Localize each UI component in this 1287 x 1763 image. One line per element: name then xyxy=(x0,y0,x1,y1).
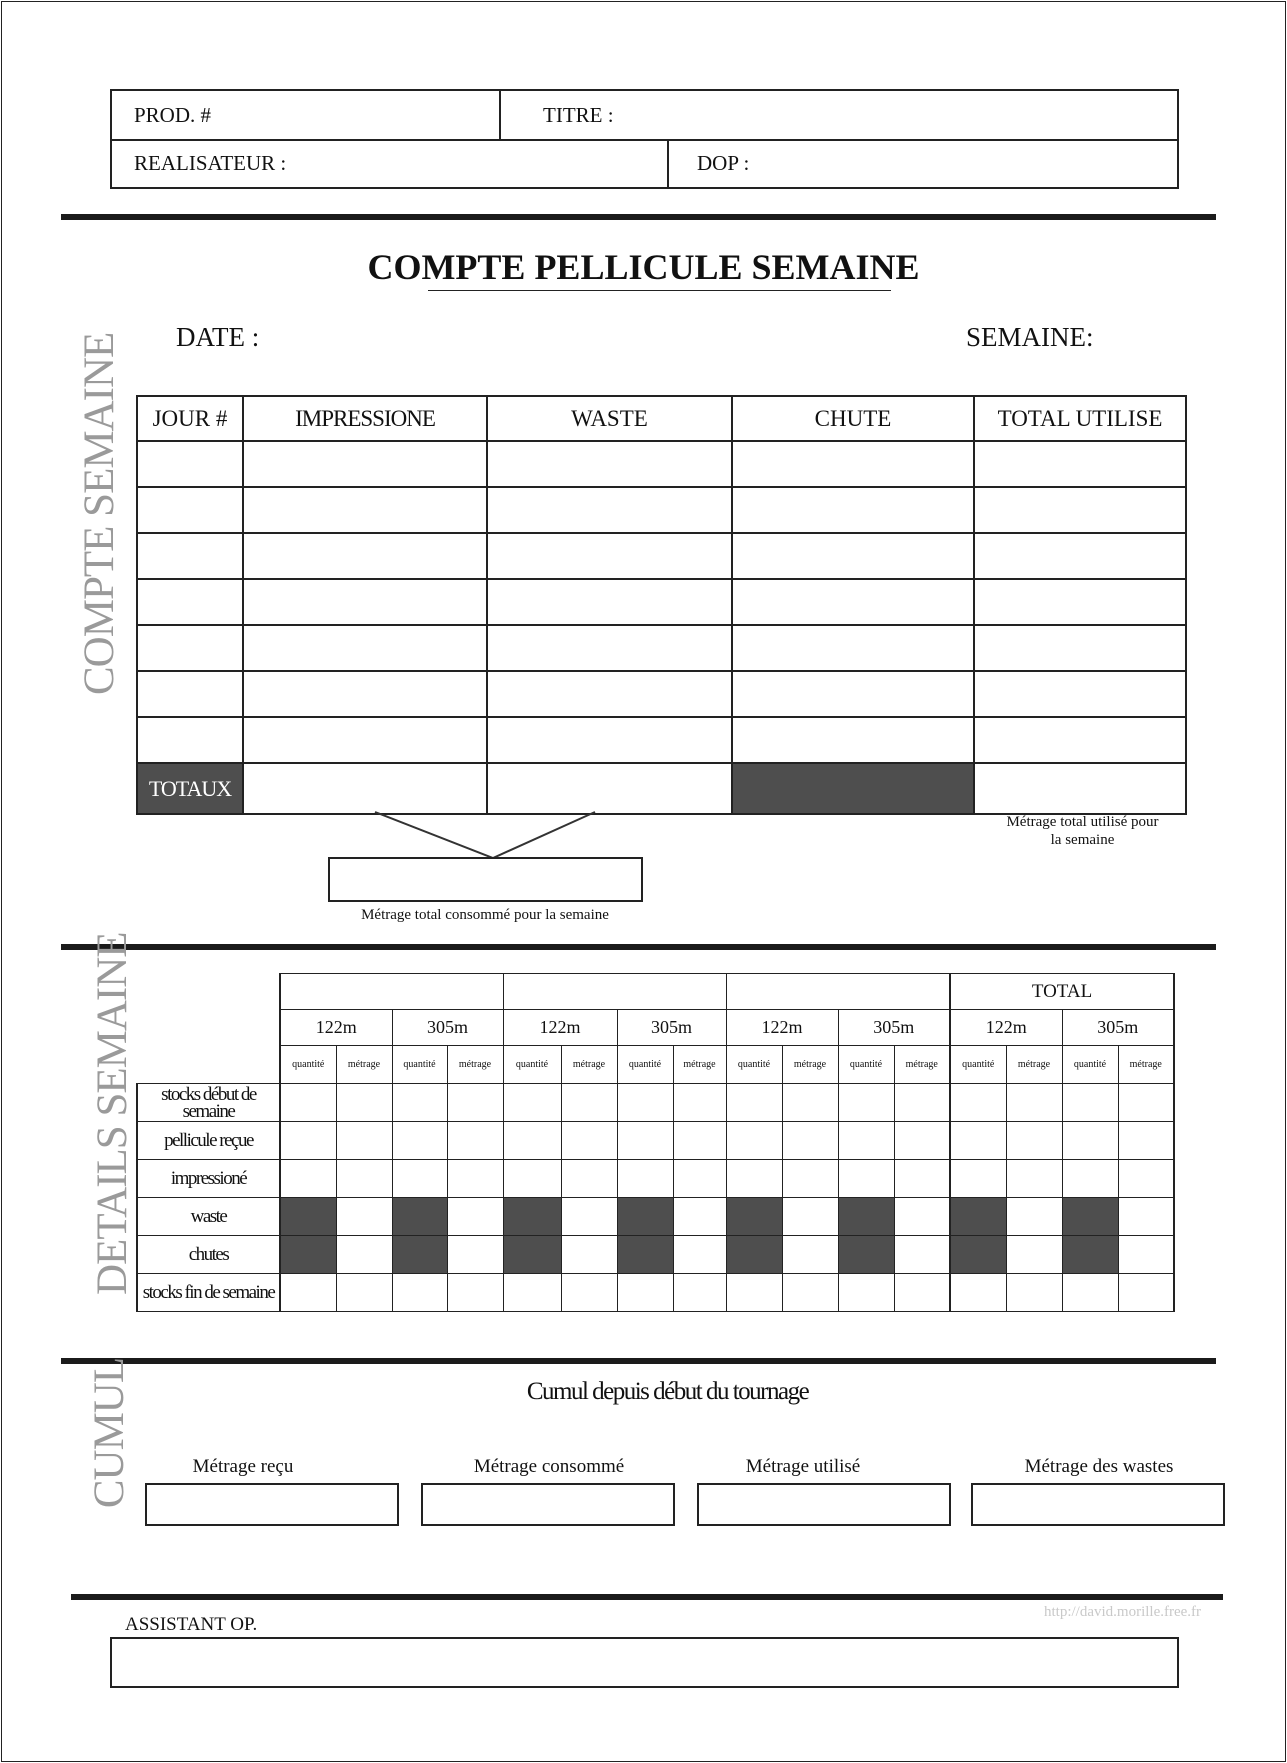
cell[interactable] xyxy=(447,1274,503,1312)
cell[interactable] xyxy=(894,1084,950,1122)
cell[interactable] xyxy=(487,441,732,487)
cell[interactable] xyxy=(617,1084,673,1122)
group-header-cell[interactable] xyxy=(726,974,950,1010)
sub-header: métrage xyxy=(447,1046,503,1084)
blank-cell xyxy=(137,974,280,1010)
cell[interactable] xyxy=(243,671,487,717)
sub-header-row xyxy=(137,1046,1174,1084)
cumul-label-consomme: Métrage consommé xyxy=(473,1456,625,1477)
sub-header: métrage xyxy=(894,1046,950,1084)
cell[interactable] xyxy=(1118,1198,1174,1236)
shaded-cell xyxy=(950,1236,1006,1274)
dop-field[interactable] xyxy=(669,139,1207,187)
cell[interactable] xyxy=(280,1084,336,1122)
cell[interactable] xyxy=(1006,1198,1062,1236)
sub-header: quantité xyxy=(503,1046,561,1084)
metrage-consomme-box[interactable] xyxy=(328,857,643,902)
prod-field[interactable] xyxy=(112,91,522,139)
total-utilise-cell[interactable] xyxy=(974,763,1186,814)
cell[interactable] xyxy=(447,1236,503,1274)
cell[interactable] xyxy=(1006,1274,1062,1312)
info-row-2 xyxy=(112,139,1177,187)
size-header: 122m xyxy=(280,1010,392,1046)
sub-header: métrage xyxy=(1006,1046,1062,1084)
cell[interactable] xyxy=(838,1122,894,1160)
cell[interactable] xyxy=(503,1160,561,1198)
cell[interactable] xyxy=(732,533,974,579)
col-header-chute: CHUTE xyxy=(732,396,974,441)
cell[interactable] xyxy=(974,487,1186,533)
cell[interactable] xyxy=(782,1122,838,1160)
cell[interactable] xyxy=(392,1084,447,1122)
details-semaine-table xyxy=(136,973,1175,1312)
realisateur-label: REALISATEUR : xyxy=(134,151,287,175)
cell[interactable] xyxy=(974,625,1186,671)
cell[interactable] xyxy=(1062,1160,1118,1198)
shaded-cell xyxy=(503,1236,561,1274)
sub-header: quantité xyxy=(392,1046,447,1084)
cell[interactable] xyxy=(726,1160,782,1198)
cell[interactable] xyxy=(1118,1160,1174,1198)
cell[interactable] xyxy=(243,579,487,625)
cell[interactable] xyxy=(487,671,732,717)
prod-label: PROD. # xyxy=(134,103,212,127)
row-label: stocks début de semaine xyxy=(137,1084,280,1122)
cell[interactable] xyxy=(1062,1084,1118,1122)
blank-cell xyxy=(137,1046,280,1084)
titre-label: TITRE : xyxy=(543,103,614,127)
section-divider xyxy=(71,1594,1223,1600)
cumul-utilise-field[interactable] xyxy=(697,1483,951,1526)
cell[interactable] xyxy=(974,579,1186,625)
cell[interactable] xyxy=(1118,1084,1174,1122)
cell[interactable] xyxy=(1006,1236,1062,1274)
totaux-label: TOTAUX xyxy=(137,763,243,814)
total-waste-cell[interactable] xyxy=(487,763,732,814)
total-impressione-cell[interactable] xyxy=(243,763,487,814)
cell[interactable] xyxy=(336,1084,392,1122)
col-header-total-utilise: TOTAL UTILISE xyxy=(974,396,1186,441)
cell[interactable] xyxy=(894,1198,950,1236)
cell[interactable] xyxy=(726,1122,782,1160)
cell[interactable] xyxy=(137,579,243,625)
cell[interactable] xyxy=(243,441,487,487)
cell[interactable] xyxy=(280,1160,336,1198)
size-header: 305m xyxy=(1062,1010,1174,1046)
cell[interactable] xyxy=(782,1198,838,1236)
total-chute-cell xyxy=(732,763,974,814)
table-row xyxy=(137,1274,1174,1312)
cell[interactable] xyxy=(838,1084,894,1122)
funnel-connector xyxy=(370,811,600,861)
cell[interactable] xyxy=(732,579,974,625)
cumul-title: Cumul depuis début du tournage xyxy=(526,1378,809,1405)
cell[interactable] xyxy=(447,1198,503,1236)
table-row xyxy=(137,1160,1174,1198)
section-divider xyxy=(61,214,1216,220)
cell[interactable] xyxy=(1006,1160,1062,1198)
cell[interactable] xyxy=(137,487,243,533)
table-row xyxy=(137,487,1186,533)
cumul-label-wastes: Métrage des wastes xyxy=(1024,1456,1174,1477)
assistant-field[interactable] xyxy=(110,1637,1179,1688)
website-url: http://david.morille.free.fr xyxy=(1044,1604,1202,1620)
sub-header: quantité xyxy=(950,1046,1006,1084)
cell[interactable] xyxy=(673,1160,726,1198)
totaux-row xyxy=(137,763,1186,814)
cell[interactable] xyxy=(487,579,732,625)
cell[interactable] xyxy=(673,1122,726,1160)
cell[interactable] xyxy=(1062,1274,1118,1312)
col-header-jour: JOUR # xyxy=(137,396,243,441)
cell[interactable] xyxy=(974,717,1186,763)
table-header-row xyxy=(137,396,1186,441)
cell[interactable] xyxy=(487,487,732,533)
date-label: DATE : xyxy=(176,322,260,352)
cell[interactable] xyxy=(1118,1274,1174,1312)
cell[interactable] xyxy=(673,1236,726,1274)
cell[interactable] xyxy=(392,1274,447,1312)
table-row xyxy=(137,579,1186,625)
metrage-consomme-caption: Métrage total consommé pour la semaine xyxy=(361,907,609,923)
assistant-label: ASSISTANT OP. xyxy=(125,1614,258,1635)
cell[interactable] xyxy=(336,1122,392,1160)
sub-header: quantité xyxy=(617,1046,673,1084)
cell[interactable] xyxy=(487,717,732,763)
cell[interactable] xyxy=(673,1274,726,1312)
cell[interactable] xyxy=(137,533,243,579)
section-divider xyxy=(61,1358,1216,1364)
shaded-cell xyxy=(392,1198,447,1236)
cell[interactable] xyxy=(243,717,487,763)
cell[interactable] xyxy=(447,1122,503,1160)
size-header: 122m xyxy=(726,1010,838,1046)
shaded-cell xyxy=(1062,1236,1118,1274)
dop-label: DOP : xyxy=(697,151,750,175)
size-header: 122m xyxy=(503,1010,617,1046)
sub-header: quantité xyxy=(726,1046,782,1084)
cell[interactable] xyxy=(503,1274,561,1312)
cell[interactable] xyxy=(782,1084,838,1122)
row-label: stocks fin de semaine xyxy=(137,1274,280,1312)
cell[interactable] xyxy=(280,1274,336,1312)
title-underline xyxy=(428,290,891,291)
cell[interactable] xyxy=(392,1122,447,1160)
table-row xyxy=(137,625,1186,671)
size-header: 305m xyxy=(617,1010,726,1046)
table-row xyxy=(137,717,1186,763)
table-row xyxy=(137,533,1186,579)
cell[interactable] xyxy=(336,1274,392,1312)
compte-semaine-table xyxy=(136,395,1187,815)
cell[interactable] xyxy=(726,1084,782,1122)
cell[interactable] xyxy=(561,1236,617,1274)
info-row-1 xyxy=(112,91,1177,141)
cell[interactable] xyxy=(561,1122,617,1160)
cell[interactable] xyxy=(974,533,1186,579)
group-header-total: TOTAL xyxy=(950,974,1174,1010)
shaded-cell xyxy=(1062,1198,1118,1236)
shaded-cell xyxy=(950,1198,1006,1236)
cell[interactable] xyxy=(838,1274,894,1312)
section-divider xyxy=(61,944,1216,950)
sub-header: métrage xyxy=(561,1046,617,1084)
titre-field[interactable] xyxy=(501,91,1223,139)
size-header: 305m xyxy=(838,1010,950,1046)
cell[interactable] xyxy=(617,1274,673,1312)
semaine-label: SEMAINE: xyxy=(966,322,1094,352)
cell[interactable] xyxy=(487,533,732,579)
cell[interactable] xyxy=(503,1084,561,1122)
metrage-utilise-caption: Métrage total utilisé pour la semaine xyxy=(1006,814,1159,848)
cell[interactable] xyxy=(950,1274,1006,1312)
cell[interactable] xyxy=(732,625,974,671)
cell[interactable] xyxy=(336,1160,392,1198)
cell[interactable] xyxy=(617,1122,673,1160)
sub-header: métrage xyxy=(336,1046,392,1084)
row-label: waste xyxy=(137,1198,280,1236)
cell[interactable] xyxy=(617,1160,673,1198)
cell[interactable] xyxy=(673,1198,726,1236)
cell[interactable] xyxy=(732,441,974,487)
shaded-cell xyxy=(280,1198,336,1236)
cell[interactable] xyxy=(782,1160,838,1198)
row-label: chutes xyxy=(137,1236,280,1274)
shaded-cell xyxy=(503,1198,561,1236)
cell[interactable] xyxy=(336,1198,392,1236)
sub-header: métrage xyxy=(673,1046,726,1084)
col-header-impressione: IMPRESSIONE xyxy=(243,396,487,441)
cell[interactable] xyxy=(243,533,487,579)
cumul-label-utilise: Métrage utilisé xyxy=(745,1456,861,1477)
cell[interactable] xyxy=(561,1198,617,1236)
size-header-row xyxy=(137,1010,1174,1046)
size-header: 122m xyxy=(950,1010,1062,1046)
cell[interactable] xyxy=(561,1160,617,1198)
sub-header: métrage xyxy=(1118,1046,1174,1084)
cumul-label-recu: Métrage reçu xyxy=(192,1456,294,1477)
table-row xyxy=(137,441,1186,487)
realisateur-field[interactable] xyxy=(112,139,690,187)
cell[interactable] xyxy=(732,717,974,763)
cell[interactable] xyxy=(561,1084,617,1122)
shaded-cell xyxy=(280,1236,336,1274)
shaded-cell xyxy=(617,1198,673,1236)
cell[interactable] xyxy=(782,1274,838,1312)
cell[interactable] xyxy=(1006,1122,1062,1160)
cell[interactable] xyxy=(1118,1122,1174,1160)
section-label-details: DETAILS SEMAINE xyxy=(89,932,136,1295)
cell[interactable] xyxy=(732,671,974,717)
sub-header: quantité xyxy=(280,1046,336,1084)
shaded-cell xyxy=(726,1236,782,1274)
cumul-wastes-field[interactable] xyxy=(971,1483,1225,1526)
production-info-box xyxy=(110,89,1179,189)
cell[interactable] xyxy=(243,487,487,533)
cell[interactable] xyxy=(280,1122,336,1160)
cell[interactable] xyxy=(1062,1122,1118,1160)
cell[interactable] xyxy=(392,1160,447,1198)
group-header-row xyxy=(137,974,1174,1010)
cumul-recu-field[interactable] xyxy=(145,1483,399,1526)
cell[interactable] xyxy=(1006,1084,1062,1122)
cell[interactable] xyxy=(726,1274,782,1312)
row-label: impressioné xyxy=(137,1160,280,1198)
page-title: COMPTE PELLICULE SEMAINE xyxy=(367,247,920,287)
cell[interactable] xyxy=(974,441,1186,487)
section-label-cumul: CUMUL xyxy=(86,1357,133,1509)
cell[interactable] xyxy=(137,441,243,487)
table-row xyxy=(137,1084,1174,1122)
cell[interactable] xyxy=(838,1160,894,1198)
cell[interactable] xyxy=(137,625,243,671)
cell[interactable] xyxy=(950,1160,1006,1198)
shaded-cell xyxy=(726,1198,782,1236)
cell[interactable] xyxy=(1118,1236,1174,1274)
cell[interactable] xyxy=(894,1274,950,1312)
cell[interactable] xyxy=(782,1236,838,1274)
sub-header: quantité xyxy=(1062,1046,1118,1084)
table-row xyxy=(137,1198,1174,1236)
shaded-cell xyxy=(617,1236,673,1274)
group-header-cell[interactable] xyxy=(280,974,503,1010)
cell[interactable] xyxy=(487,625,732,671)
cell[interactable] xyxy=(447,1084,503,1122)
cell[interactable] xyxy=(137,717,243,763)
cell[interactable] xyxy=(950,1122,1006,1160)
cell[interactable] xyxy=(137,671,243,717)
cumul-consomme-field[interactable] xyxy=(421,1483,675,1526)
size-header: 305m xyxy=(392,1010,503,1046)
sub-header: quantité xyxy=(838,1046,894,1084)
shaded-cell xyxy=(838,1198,894,1236)
shaded-cell xyxy=(838,1236,894,1274)
cell[interactable] xyxy=(447,1160,503,1198)
sub-header: métrage xyxy=(782,1046,838,1084)
table-row xyxy=(137,1236,1174,1274)
cell[interactable] xyxy=(561,1274,617,1312)
cell[interactable] xyxy=(503,1122,561,1160)
section-label-compte: COMPTE SEMAINE xyxy=(76,332,123,695)
cell[interactable] xyxy=(894,1236,950,1274)
cell[interactable] xyxy=(950,1084,1006,1122)
cell[interactable] xyxy=(243,625,487,671)
cell[interactable] xyxy=(894,1160,950,1198)
cell[interactable] xyxy=(336,1236,392,1274)
table-row xyxy=(137,1122,1174,1160)
group-header-cell[interactable] xyxy=(503,974,726,1010)
col-header-waste: WASTE xyxy=(487,396,732,441)
shaded-cell xyxy=(392,1236,447,1274)
cell[interactable] xyxy=(673,1084,726,1122)
cell[interactable] xyxy=(732,487,974,533)
blank-cell xyxy=(137,1010,280,1046)
table-row xyxy=(137,671,1186,717)
cell[interactable] xyxy=(894,1122,950,1160)
cell[interactable] xyxy=(974,671,1186,717)
row-label: pellicule reçue xyxy=(137,1122,280,1160)
